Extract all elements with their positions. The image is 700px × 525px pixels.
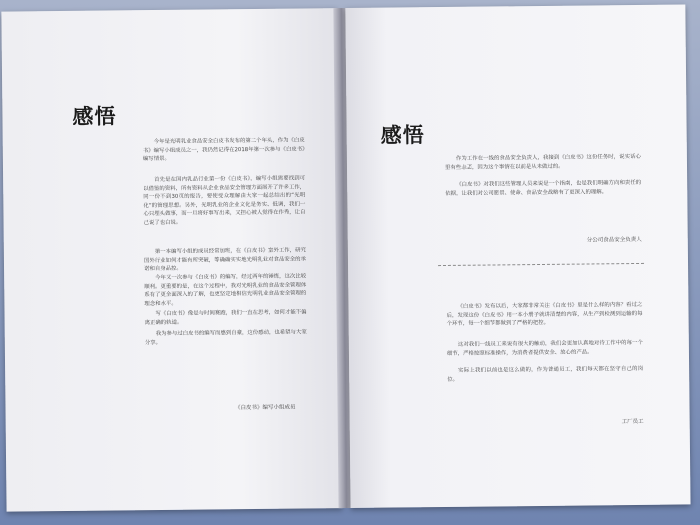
section-divider bbox=[438, 263, 644, 266]
left-paragraph-2: 首先是在国内乳品行业第一份《白皮书》，编写小组需要找到可以借鉴的资料，所有资料从企业食品安全管理方面展开了许多工作，同一份不到30页的报告，要使受众理解由大家一起总结出的“光明化”的管理思想。另外，光明乳业的企业文化是务实、低调，我们一心只埋头做事，而一旦将好事写出来，又担心被人觉得在作秀，让自己说了也白说。 bbox=[143, 175, 306, 227]
right-bottom-paragraph-2: 这对我们一线员工来说有很大的触动，我们会更加认真地对待工作中的每一个细节，严格按照标准操作，为消费者提供安全、放心的产品。 bbox=[446, 339, 643, 357]
left-paragraph-1: 今年是光明乳业食品安全白皮书发布的第二个年头，作为《白皮书》编写小组成员之一，我仍然记得在2018年第一次参与《白皮书》编写情景。 bbox=[142, 137, 305, 163]
right-page-title: 感悟 bbox=[380, 123, 425, 148]
open-booklet bbox=[1, 4, 696, 521]
right-bottom-signature: 工厂员工 bbox=[621, 418, 644, 426]
right-top-paragraph-1: 作为工作在一线的食品安全负责人，我接到《白皮书》这份任务时，说实话心里有些忐忑，因为这个事情在以前是从未做过的。 bbox=[444, 153, 641, 171]
right-top-signature: 分公司食品安全负责人 bbox=[586, 236, 642, 244]
left-signature: 《白皮书》编写小组成员 bbox=[234, 404, 296, 412]
left-paragraph-5: 写《白皮书》像是与时间赛跑，我们一直在思考，如何才能不偏离正确的轨道。 bbox=[144, 309, 307, 326]
right-top-paragraph-2: 《白皮书》对我们这些管理人员来说是一个指南，也是我们明确方向和责任的依据，让我们对公司愿景、使命、食品安全战略有了更深入的理解。 bbox=[445, 179, 642, 197]
right-bottom-paragraph-3: 实际上我们以前也是这么做的，作为普通员工，我们每天都在坚守自己的岗位。 bbox=[447, 365, 644, 383]
left-page-title: 感悟 bbox=[72, 104, 117, 129]
left-paragraph-3: 第一本编写小组的成员经常加班，在《白皮书》室外工作，研究国外行业如何才能有所突破，等确确实实地光明乳业对食品安全的承诺和自身品控。 bbox=[143, 247, 306, 273]
left-paragraph-6: 我为参与过白皮书的编写而感到自豪，这份感动，也希望与大家分享。 bbox=[144, 329, 307, 346]
left-page bbox=[1, 8, 342, 511]
left-paragraph-4: 今年又一次参与《白皮书》的编写，经过两年的锤炼，这次比较顺利。更重要的是，在这个过程中，我对光明乳业的食品安全管理体系有了更全面深入的了解，也更坚定地相信光明乳业食品安全管理的理念和水平。 bbox=[144, 273, 307, 307]
right-bottom-paragraph-1: 《白皮书》发布以后，大家都非常关注《白皮书》里是什么样的内容？看过之后，发现这份《白皮书》用一本小册子就讲清楚的内容，从生产到检测到运输的每个环节，每一个细节都做到了严格的把控。 bbox=[446, 301, 643, 328]
right-page bbox=[345, 4, 690, 508]
